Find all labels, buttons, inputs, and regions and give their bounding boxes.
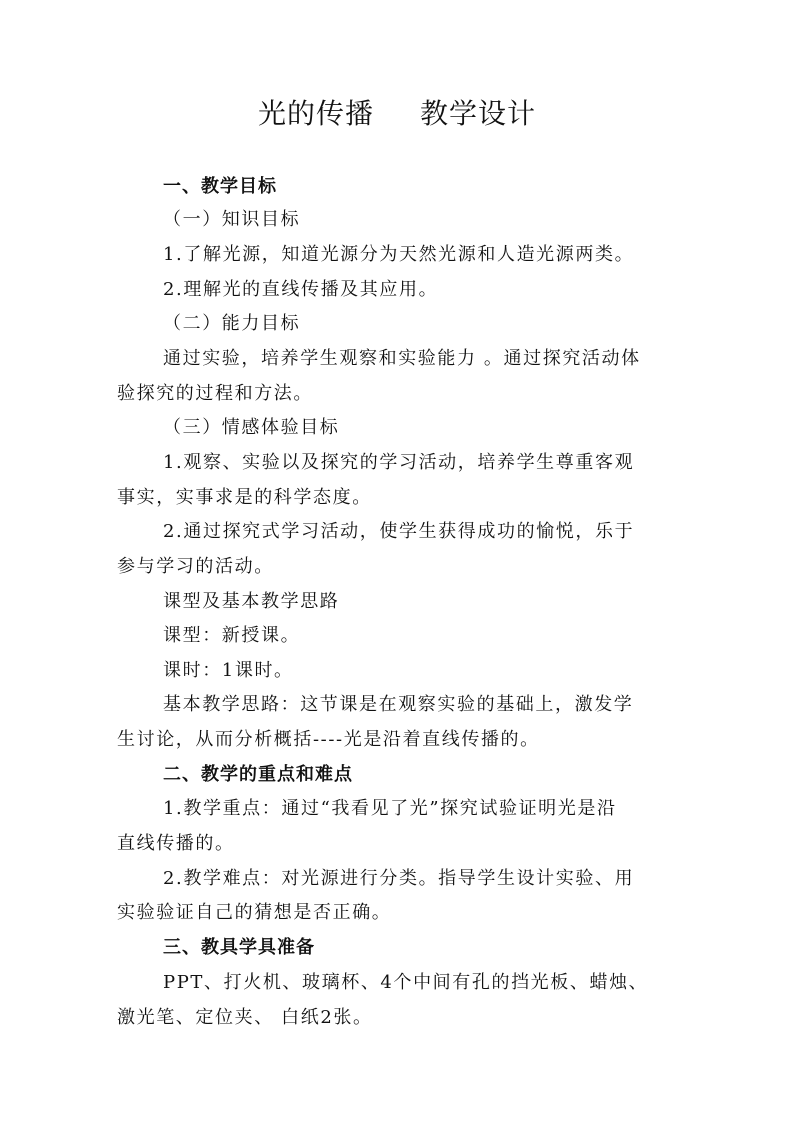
subheading-knowledge-objectives: （一）知识目标 (163, 209, 301, 230)
lesson-hours-line: 课时：1课时。 (163, 660, 294, 681)
materials-line-1: PPT、打火机、玻璃杯、4个中间有孔的挡光板、蜡烛、 (163, 972, 649, 993)
key-point-line-1: 1.教学重点：通过“我看见了光”探究试验证明光是沿 (163, 798, 617, 819)
subheading-lesson-type: 课型及基本教学思路 (163, 591, 340, 612)
key-point-line-2: 直线传播的。 (117, 833, 235, 854)
document-title (0, 92, 794, 136)
ability-paragraph-line-1: 通过实验，培养学生观察和实验能力 。通过探究活动体 (163, 348, 641, 369)
teaching-approach-line-2: 生讨论，从而分析概括----光是沿着直线传播的。 (117, 729, 540, 750)
subheading-emotional-objectives: （三）情感体验目标 (163, 417, 340, 438)
subheading-ability-objectives: （二）能力目标 (163, 313, 301, 334)
knowledge-item-2: 2.理解光的直线传播及其应用。 (163, 279, 439, 300)
difficulty-line-2: 实验验证自己的猜想是否正确。 (117, 902, 392, 923)
section-heading-materials: 三、教具学具准备 (163, 937, 315, 958)
lesson-type-line: 课型：新授课。 (163, 625, 301, 646)
emotional-item-1-line-2: 事实，实事求是的科学态度。 (117, 487, 372, 508)
knowledge-item-1: 1.了解光源，知道光源分为天然光源和人造光源两类。 (163, 244, 635, 265)
section-heading-teaching-objectives: 一、教学目标 (163, 176, 277, 197)
emotional-item-2-line-1: 2.通过探究式学习活动，使学生获得成功的愉悦，乐于 (163, 521, 635, 542)
emotional-item-1-line-1: 1.观察、实验以及探究的学习活动，培养学生尊重客观 (163, 452, 635, 473)
difficulty-line-1: 2.教学难点：对光源进行分类。指导学生设计实验、用 (163, 868, 635, 889)
emotional-item-2-line-2: 参与学习的活动。 (117, 556, 274, 577)
title-part-1: 光的传播 (257, 97, 374, 130)
title-part-2: 教学设计 (420, 97, 537, 130)
teaching-approach-line-1: 基本教学思路：这节课是在观察实验的基础上，激发学 (163, 694, 634, 715)
section-heading-key-points: 二、教学的重点和难点 (163, 764, 353, 785)
materials-line-2: 激光笔、定位夹、 白纸2张。 (117, 1007, 373, 1028)
ability-paragraph-line-2: 验探究的过程和方法。 (117, 383, 313, 404)
